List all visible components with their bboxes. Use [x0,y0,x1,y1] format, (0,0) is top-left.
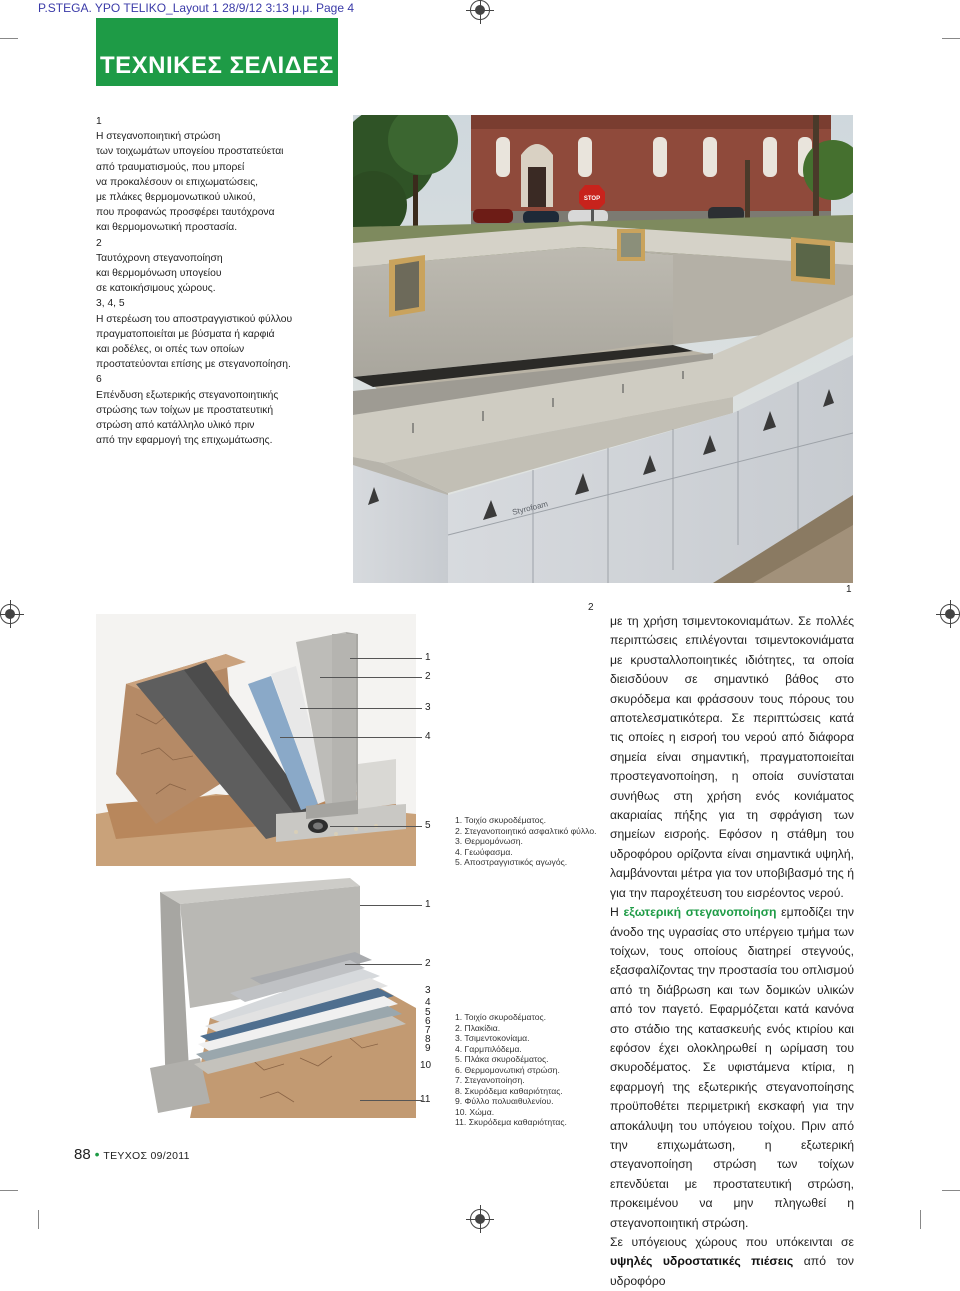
wall-section-diagram [96,614,416,866]
callout-b8: 8 [425,1034,431,1045]
legend-item: 5. Πλάκα σκυροδέματος. [455,1054,549,1064]
legend-item: 11. Σκυρόδεμα καθαριότητας. [455,1117,567,1127]
caption-line: πραγματοποιείται με βύσματα ή καρφιά [96,328,275,340]
caption-line: Ταυτόχρονη στεγανοποίηση [96,252,223,264]
diagram-figure-number: 2 [588,602,594,613]
legend-item: 4. Γεωύφασμα. [455,846,513,857]
leader-line [360,905,422,906]
diagram-top-legend [455,815,605,868]
caption-line: που προφανώς προσφέρει ταυτόχρονα [96,207,275,219]
callout-b6: 6 [425,1016,431,1027]
construction-photo [353,115,853,583]
print-slug: P.STEGA. YPO TELIKO_Layout 1 28/9/12 3:13 μ.μ. Page 4 [38,1,355,15]
caption-line: και θερμομόνωση υπογείου [96,268,222,280]
legend-item: 2. Στεγανοποιητικό ασφαλτικό φύλλο. [455,825,597,836]
body-text: Σε υπόγειους χώρους που υπόκεινται σε [610,1235,854,1249]
callout-1: 1 [425,652,431,663]
caption-number: 6 [96,374,102,386]
registration-mark-icon [940,604,960,624]
caption-line: από την εφαρμογή της επιχωμάτωσης. [96,435,273,447]
crop-mark [942,38,960,39]
callout-b10: 10 [420,1060,432,1071]
figure-captions [96,114,346,448]
callout-5: 5 [425,820,431,831]
body-text: εμποδίζει την άνοδο της υγρασίας στο υπέργειο τμήμα των τοίχων, τους οποίους διατηρεί στεγνούς, εξασφαλίζοντας την προστασία του οπλισμού από τη διάβρωση και των δομικών υλικών από τον παγετό. Εφαρμόζεται κατά κανόνα στο στάδιο της κατασκευής ενός κτιρίου και εφόσον έχει ολοκληρωθεί η ωρίμαση του σκυροδέματος. Σε υφιστάμενα κτίρια, η εφαρμογή της εξωτερικής στεγανοποίησης προϋποθέτει περιμετρική εκσκαφή για την αποκάλυψη του υπόγειου τοίχου. Πριν από την επιχωμάτωση, η εξωτερική στεγανοποίηση στρώση των τοίχων επενδύεται με προστατευτική στρώση, προκειμένου να μην πληγωθεί η στεγανοποιητική στρώση. [610,905,854,1230]
registration-mark-icon [470,0,490,20]
caption-line: στρώση από κατάλληλο υλικό πριν [96,420,255,432]
issue-label: ΤΕΥΧΟΣ 09/2011 [103,1150,190,1162]
leader-line [345,964,422,965]
leader-line [360,1100,422,1101]
crop-mark [920,1210,921,1229]
callout-b2: 2 [425,958,431,969]
basement-foundation-photo [353,115,853,583]
bullet-icon: • [94,1146,100,1162]
highlight-external-waterproofing: εξωτερική στεγανοποίηση [623,905,777,920]
photo-figure-number: 1 [846,584,852,595]
crop-mark [38,1210,39,1229]
leader-line [350,658,422,659]
legend-item: 9. Φύλλο πολυαιθυλενίου. [455,1096,554,1106]
board-brand-text: Styrofoam [511,499,549,517]
legend-item: 2. Πλακίδια. [455,1022,501,1033]
crop-mark [0,38,18,39]
article-body [610,612,854,1291]
caption-number: 1 [96,116,102,127]
body-paragraph-2 [610,903,854,1233]
registration-mark-icon [0,604,20,624]
caption-line: στρώσης των τοίχων με προστατευτική [96,404,274,416]
legend-item: 10. Χώμα. [455,1106,495,1117]
body-paragraph-1: με τη χρήση τσιμεντοκονιαμάτων. Σε πολλές περιπτώσεις επιλέγονται τσιμεντοκονιάματα με κρυσταλλοποιητικές ιδιότητες, τα οποία διεισδύουν σε σημαντικό βάθος στο σκυρόδεμα και φράσσουν τους πόρους του αποτελεσματικότερα. Σε περιπτώσεις κατά τις οποίες η εισροή του νερού από διάφορα σημεία είναι σημαντική, πραγματοποιείται προστεγανοποίηση, η οποία συνίσταται συνήθως στη χρήση ενός κονιάματος ακαριαίας πήξης για τη σφράγιση των σημείων εισροής. Εφόσον η στάθμη του υδροφόρου ορίζοντα είναι σημαντικά υψηλή, λαμβάνονται μέτρα για τον υποβιβασμό της ή για την παροχέτευση του εισρέοντος νερού. [610,614,854,900]
body-text: Η [610,905,624,920]
callout-b3: 3 [425,985,431,996]
diagram-bottom-legend [455,1012,605,1128]
leader-line [280,737,422,738]
callout-b4: 4 [425,997,431,1008]
caption-line: και θερμομονωτική προστασία. [96,222,238,234]
legend-item: 8. Σκυρόδεμα καθαριότητας. [455,1085,563,1096]
caption-line: προστατεύονται επίσης με στεγανοποίηση. [96,359,291,371]
legend-item: 5. Αποστραγγιστικός αγωγός. [455,857,568,867]
wall-waterproofing-diagram [96,614,416,866]
page-number: 88 [74,1146,91,1163]
caption-line: με πλάκες θερμομονωτικού υλικού, [96,192,256,204]
caption-line: σε κατοικήσιμους χώρους. [96,283,216,295]
caption-line: Η στερέωση του αποστραγγιστικού φύλλου [96,313,293,325]
callout-2: 2 [425,671,431,682]
caption-line: Επένδυση εξωτερικής στεγανοποιητικής [96,389,279,401]
caption-line: Η στεγανοποιητική στρώση [96,131,221,143]
caption-line: από τραυματισμούς, που μπορεί [96,161,245,173]
section-title: ΤΕΧΝΙΚΕΣ ΣΕΛΙΔΕΣ [96,18,338,86]
caption-number: 3, 4, 5 [96,298,125,310]
caption-line: των τοιχωμάτων υπογείου προστατεύεται [96,146,284,158]
legend-item: 3. Θερμομόνωση. [455,836,523,846]
body-text: από τον υδροφόρο [610,1254,854,1288]
legend-item: 3. Τσιμεντοκονίαμα. [455,1033,530,1043]
callout-b7: 7 [425,1025,431,1036]
registration-mark-icon [470,1209,490,1229]
crop-mark [942,1190,960,1191]
callout-4: 4 [425,731,431,742]
caption-line: να προκαλέσουν οι επιχωματώσεις, [96,176,259,188]
legend-item: 1. Τοιχίο σκυροδέματος. [455,1012,547,1022]
crop-mark [0,1190,18,1191]
callout-3: 3 [425,702,431,713]
callout-b9: 9 [425,1043,431,1054]
callout-b1: 1 [425,899,431,910]
legend-item: 1. Τοιχίο σκυροδέματος. [455,815,547,825]
legend-item: 4. Γαρμπιλόδεμα. [455,1043,522,1054]
caption-number: 2 [96,237,102,249]
stop-sign-text: STOP [583,196,601,202]
page-footer [74,1146,190,1163]
legend-item: 6. Θερμομονωτική στρώση. [455,1064,560,1075]
callout-b11: 11 [420,1094,431,1105]
body-paragraph-3 [610,1233,854,1291]
legend-item: 7. Στεγανοποίηση. [455,1075,525,1085]
leader-line [300,708,422,709]
leader-line [320,677,422,678]
callout-b5: 5 [425,1007,431,1018]
caption-line: και ροδέλες, οι οπές των οποίων [96,344,245,356]
leader-line [330,826,422,827]
highlight-hydrostatic-pressure: υψηλές υδροστατικές πιέσεις [610,1254,794,1269]
